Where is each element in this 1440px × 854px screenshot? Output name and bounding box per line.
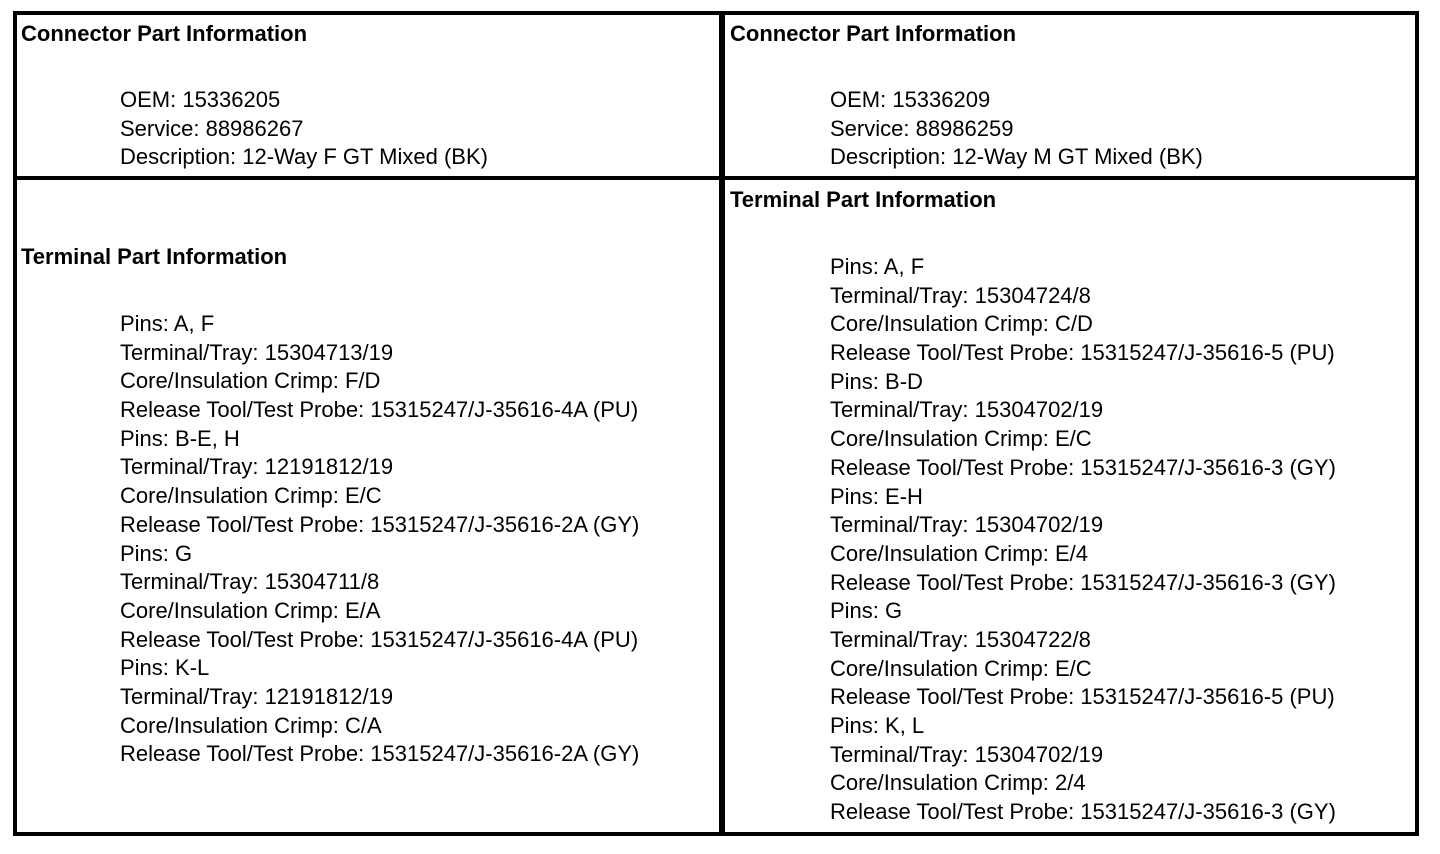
left-terminal-line: Pins: G	[120, 540, 193, 566]
right-connector-heading: Connector Part Information	[730, 21, 1017, 46]
left-terminal-line: Release Tool/Test Probe: 15315247/J-35616-2A (GY)	[120, 511, 640, 537]
right-connector-line: Service: 88986259	[830, 115, 1014, 141]
right-terminal-line: Pins: A, F	[830, 254, 925, 279]
right-terminal-heading: Terminal Part Information	[730, 187, 997, 212]
right-terminal-line: Release Tool/Test Probe: 15315247/J-35616-5 (PU)	[830, 340, 1335, 366]
left-terminal-line: Core/Insulation Crimp: F/D	[120, 368, 381, 394]
right-connector-line: Description: 12-Way M GT Mixed (BK)	[830, 144, 1203, 170]
right-terminal-line: Terminal/Tray: 15304702/19	[830, 397, 1104, 423]
right-terminal-line: Release Tool/Test Probe: 15315247/J-35616-3 (GY)	[830, 799, 1336, 825]
left-terminal-line: Release Tool/Test Probe: 15315247/J-35616-2A (GY)	[120, 741, 640, 767]
left-terminal-line: Release Tool/Test Probe: 15315247/J-35616-4A (PU)	[120, 626, 639, 652]
right-terminal-line: Core/Insulation Crimp: C/D	[830, 311, 1093, 337]
left-terminal-line: Core/Insulation Crimp: E/A	[120, 597, 381, 623]
left-terminal-line: Pins: K-L	[120, 655, 210, 681]
left-terminal-heading: Terminal Part Information	[21, 244, 288, 269]
left-terminal-line: Pins: B-E, H	[120, 425, 240, 451]
right-terminal-line: Pins: K, L	[830, 713, 925, 738]
right-terminal-info	[830, 253, 1336, 827]
left-connector-heading: Connector Part Information	[21, 21, 308, 46]
left-connector-line: OEM: 15336205	[120, 87, 281, 112]
right-terminal-line: Terminal/Tray: 15304724/8	[830, 282, 1091, 308]
right-terminal-line: Core/Insulation Crimp: 2/4	[830, 770, 1086, 796]
left-terminal-line: Pins: A, F	[120, 311, 215, 336]
right-terminal-line: Terminal/Tray: 15304702/19	[830, 512, 1104, 538]
left-connector-line: Service: 88986267	[120, 115, 304, 141]
left-terminal-line: Core/Insulation Crimp: E/C	[120, 483, 382, 509]
right-terminal-line: Terminal/Tray: 15304702/19	[830, 741, 1104, 767]
left-terminal-line: Terminal/Tray: 12191812/19	[120, 683, 394, 709]
right-connector-info	[830, 86, 1203, 172]
column-divider	[719, 11, 725, 836]
right-terminal-line: Pins: B-D	[830, 368, 923, 394]
left-terminal-line: Core/Insulation Crimp: C/A	[120, 712, 382, 738]
left-terminal-info	[120, 310, 639, 769]
right-terminal-line: Release Tool/Test Probe: 15315247/J-35616-3 (GY)	[830, 454, 1336, 480]
right-terminal-line: Release Tool/Test Probe: 15315247/J-35616-5 (PU)	[830, 684, 1335, 710]
left-connector-info	[120, 86, 488, 172]
left-terminal-line: Terminal/Tray: 15304713/19	[120, 339, 394, 365]
left-terminal-line: Terminal/Tray: 15304711/8	[120, 569, 380, 595]
right-terminal-line: Core/Insulation Crimp: E/C	[830, 426, 1092, 452]
right-terminal-line: Pins: G	[830, 598, 903, 624]
left-terminal-line: Terminal/Tray: 12191812/19	[120, 454, 394, 480]
right-terminal-line: Core/Insulation Crimp: E/C	[830, 655, 1092, 681]
right-terminal-line: Terminal/Tray: 15304722/8	[830, 626, 1091, 652]
right-terminal-line: Core/Insulation Crimp: E/4	[830, 540, 1088, 566]
right-terminal-line: Pins: E-H	[830, 483, 923, 509]
left-terminal-line: Release Tool/Test Probe: 15315247/J-35616-4A (PU)	[120, 397, 639, 423]
row-divider	[13, 176, 1419, 180]
left-connector-line: Description: 12-Way F GT Mixed (BK)	[120, 144, 488, 170]
right-connector-line: OEM: 15336209	[830, 87, 991, 112]
right-terminal-line: Release Tool/Test Probe: 15315247/J-35616-3 (GY)	[830, 569, 1336, 595]
